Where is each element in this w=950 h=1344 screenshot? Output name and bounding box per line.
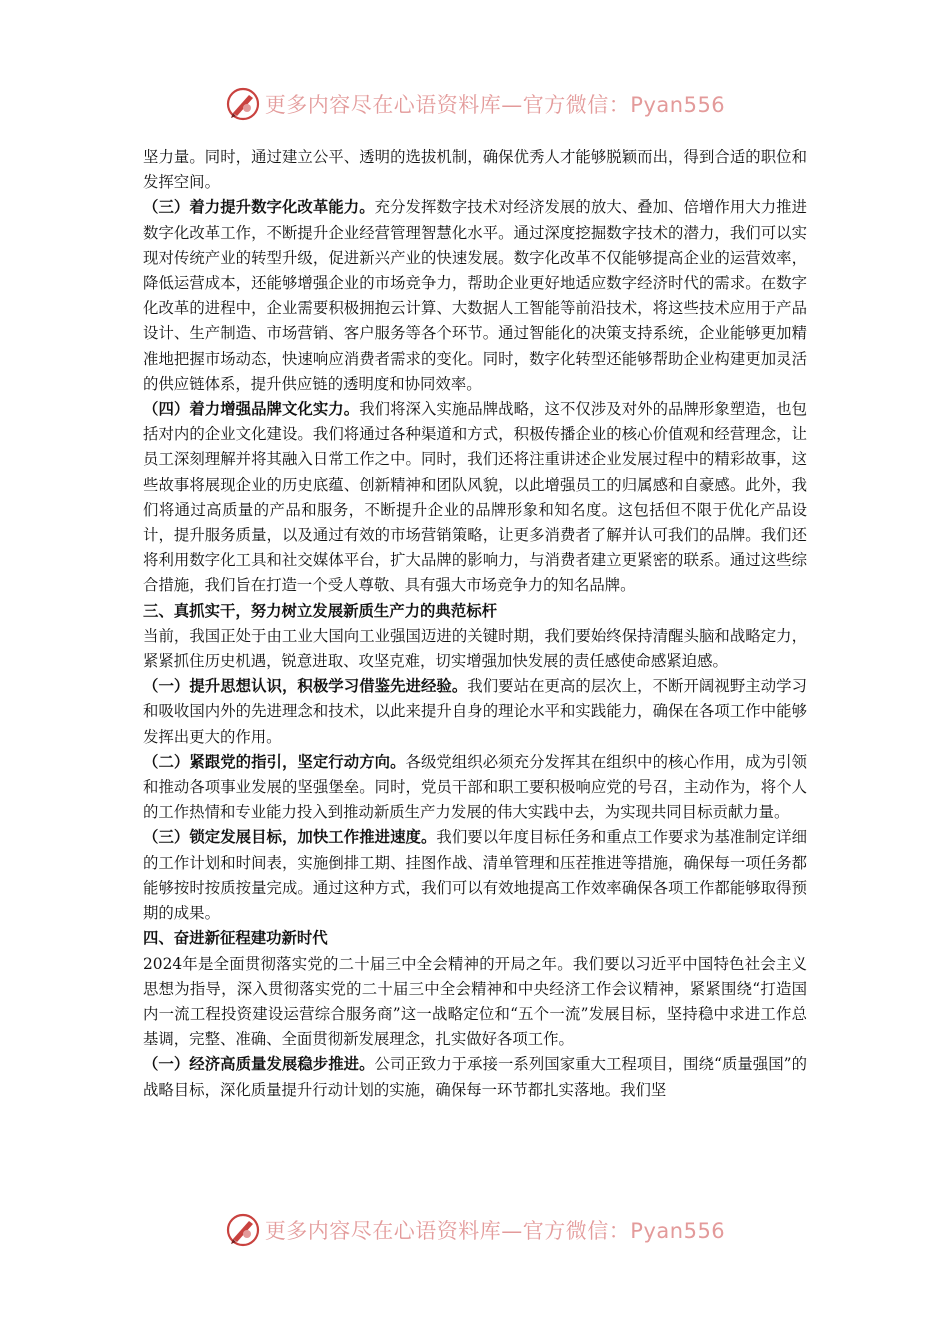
paragraph-lead: （二）紧跟党的指引，坚定行动方向。 bbox=[143, 752, 406, 771]
paragraph-lead: （一）经济高质量发展稳步推进。 bbox=[143, 1055, 375, 1074]
paragraph: 当前，我国正处于由工业大国向工业强国迈进的关键时期，我们要始终保持清醒头脑和战略定力，紧紧抓住历史机遇，锐意进取、攻坚克难，切实增强加快发展的责任感使命感紧迫感。 bbox=[143, 626, 807, 671]
paragraph-lead: （一）提升思想认识，积极学习借鉴先进经验。 bbox=[143, 677, 468, 696]
pen-logo-icon bbox=[225, 1212, 261, 1248]
pen-logo-icon bbox=[225, 86, 261, 122]
paragraph: （一）经济高质量发展稳步推进。公司正致力于承接一系列国家重大工程项目，围绕“质量强国”的战略目标，深化质量提升行动计划的实施，确保每一环节都扎实落地。我们坚 bbox=[143, 1055, 807, 1099]
paragraph: （三）锁定发展目标，加快工作推进速度。我们要以年度目标任务和重点工作要求为基准制定详细的工作计划和时间表，实施倒排工期、挂图作战、清单管理和压茬推进等措施，确保每一项任务都能够按时按质按量完成。通过这种方式，我们可以有效地提高工作效率确保各项工作都能够取得预期的成果。 bbox=[143, 828, 807, 923]
section-heading: 四、奋进新征程建功新时代 bbox=[143, 929, 328, 948]
paragraph: （二）紧跟党的指引，坚定行动方向。各级党组织必须充分发挥其在组织中的核心作用，成为引领和推动各项事业发展的坚强堡垒。同时，党员干部和职工要积极响应党的号召，主动作为，将个人的工作热情和专业能力投入到推动新质生产力发展的伟大实践中去，为实现共同目标贡献力量。 bbox=[143, 752, 807, 822]
paragraph-lead: （三）着力提升数字化改革能力。 bbox=[143, 198, 375, 217]
paragraph-lead: （三）锁定发展目标，加快工作推进速度。 bbox=[143, 828, 437, 847]
paragraph: （三）着力提升数字化改革能力。充分发挥数字技术对经济发展的放大、叠加、倍增作用大力推进数字化改革工作，不断提升企业经营管理智慧化水平。通过深度挖掘数字技术的潜力，我们可以实现对传统产业的转型升级，促进新兴产业的快速发展。数字化改革不仅能够提高企业的运营效率，降低运营成本，还能够增强企业的市场竞争力，帮助企业更好地适应数字经济时代的需求。在数字化改革的进程中，企业需要积极拥抱云计算、大数据人工智能等前沿技术，将这些技术应用于产品设计、生产制造、市场营销、客户服务等各个环节。通过智能化的决策支持系统，企业能够更加精准地把握市场动态，快速响应消费者需求的变化。同时，数字化转型还能够帮助企业构建更加灵活的供应链体系，提升供应链的透明度和协同效率。 bbox=[143, 198, 807, 393]
header-watermark-banner bbox=[0, 84, 950, 124]
footer-watermark-banner bbox=[0, 1210, 950, 1250]
document-body bbox=[143, 145, 807, 1103]
paragraph: 坚力量。同时，通过建立公平、透明的选拔机制，确保优秀人才能够脱颖而出，得到合适的职位和发挥空间。 bbox=[143, 148, 807, 192]
paragraph-lead: （四）着力增强品牌文化实力。 bbox=[143, 400, 360, 419]
watermark-text: 更多内容尽在心语资料库—官方微信：Pyan556 bbox=[264, 93, 726, 117]
paragraph: （四）着力增强品牌文化实力。我们将深入实施品牌战略，这不仅涉及对外的品牌形象塑造，也包括对内的企业文化建设。我们将通过各种渠道和方式，积极传播企业的核心价值观和经营理念，让员工深刻理解并将其融入日常工作之中。同时，我们还将注重讲述企业发展过程中的精彩故事，这些故事将展现企业的历史底蕴、创新精神和团队风貌，以此增强员工的归属感和自豪感。此外，我们将通过高质量的产品和服务，不断提升企业的品牌形象和知名度。这包括但不限于优化产品设计，提升服务质量，以及通过有效的市场营销策略，让更多消费者了解并认可我们的品牌。我们还将利用数字化工具和社交媒体平台，扩大品牌的影响力，与消费者建立更紧密的联系。通过这些综合措施，我们旨在打造一个受人尊敬、具有强大市场竞争力的知名品牌。 bbox=[143, 400, 807, 595]
section-heading: 三、真抓实干，努力树立发展新质生产力的典范标杆 bbox=[143, 601, 497, 620]
paragraph: （一）提升思想认识，积极学习借鉴先进经验。我们要站在更高的层次上，不断开阔视野主动学习和吸收国内外的先进理念和技术，以此来提升自身的理论水平和实践能力，确保在各项工作中能够发挥出更大的作用。 bbox=[143, 677, 807, 746]
watermark-text: 更多内容尽在心语资料库—官方微信：Pyan556 bbox=[264, 1219, 726, 1243]
paragraph: 2024年是全面贯彻落实党的二十届三中全会精神的开局之年。我们要以习近平中国特色社会主义思想为指导，深入贯彻落实党的二十届三中全会精神和中央经济工作会议精神，紧紧围绕“打造国内一流工程投资建设运营综合服务商”这一战略定位和“五个一流”发展目标，坚持稳中求进工作总基调，完整、准确、全面贯彻新发展理念，扎实做好各项工作。 bbox=[143, 954, 807, 1049]
